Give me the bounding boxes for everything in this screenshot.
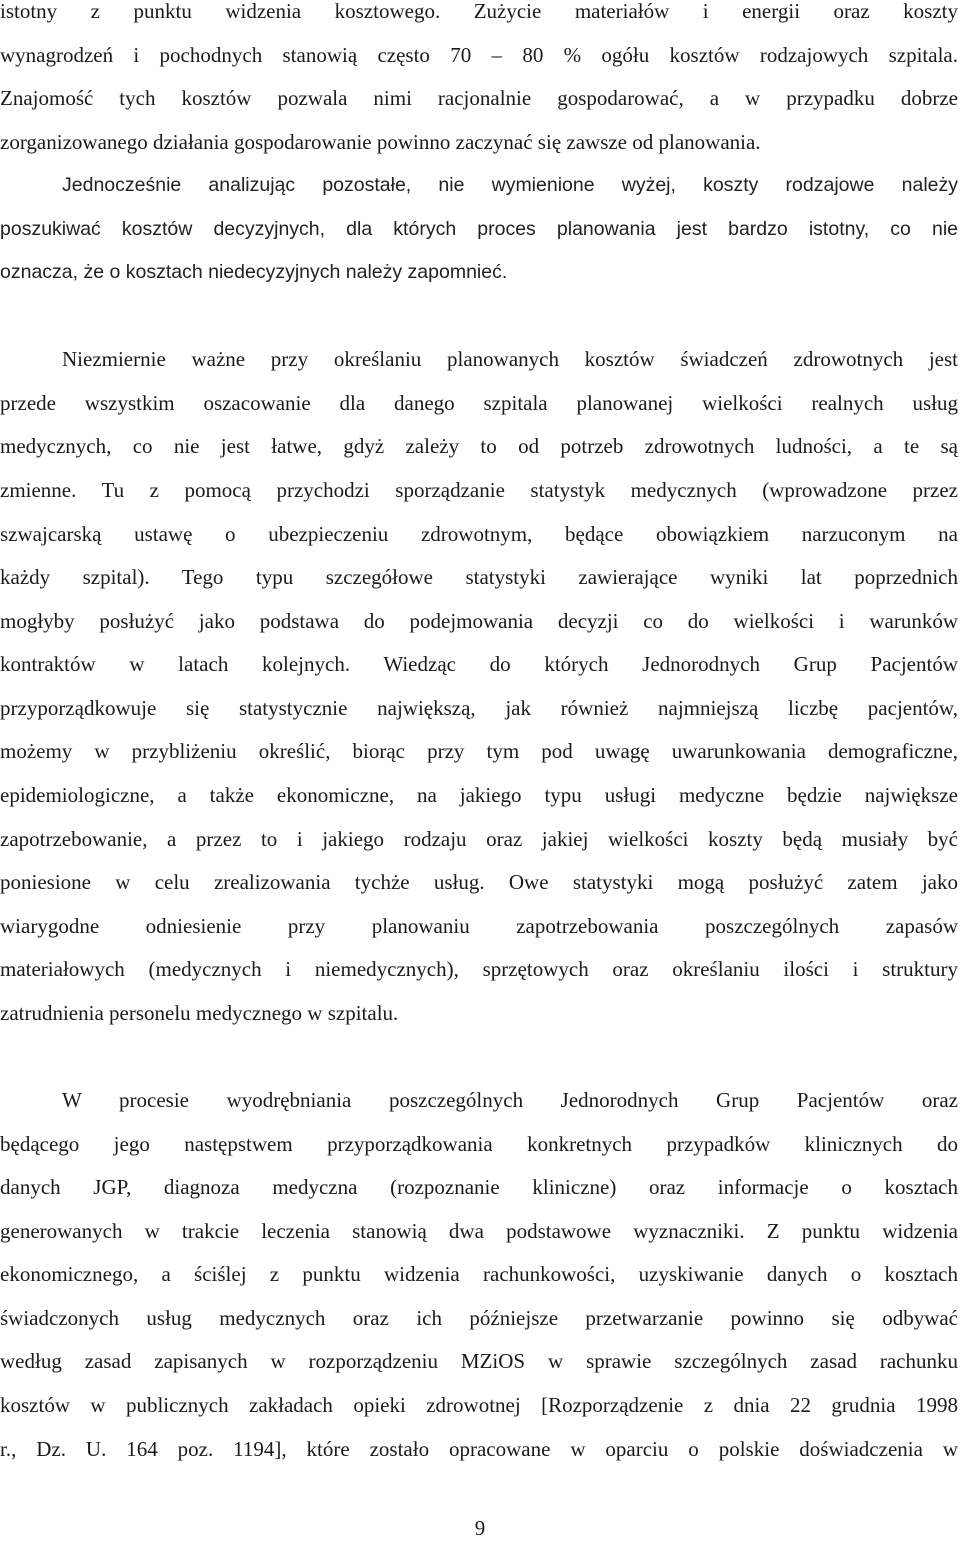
text-line: zatrudnienia personelu medycznego w szpitalu. xyxy=(0,1001,399,1025)
text-line: epidemiologiczne, a także ekonomiczne, na jakiego typu usługi medyczne będzie największe xyxy=(0,783,958,807)
text-line: oznacza, że o kosztach niedecyzyjnych należy zapomnieć. xyxy=(0,261,508,283)
text-line: Znajomość tych kosztów pozwala nimi racjonalnie gospodarować, a w przypadku dobrze xyxy=(0,86,958,110)
text-line: istotny z punktu widzenia kosztowego. Zużycie materiałów i energii oraz koszty xyxy=(0,0,958,23)
text-line: przyporządkowuje się statystycznie największą, jak również najmniejszą liczbę pacjentów, xyxy=(0,696,958,720)
text-line: możemy w przybliżeniu określić, biorąc przy tym pod uwagę uwarunkowania demograficzne, xyxy=(0,739,958,763)
text-line: mogłyby posłużyć jako podstawa do podejmowania decyzji co do wielkości i warunków xyxy=(0,609,958,633)
text-line: medycznych, co nie jest łatwe, gdyż zależy to od potrzeb zdrowotnych ludności, a te są xyxy=(0,434,958,458)
text-line: kosztów w publicznych zakładach opieki zdrowotnej [Rozporządzenie z dnia 22 grudnia 1998 xyxy=(0,1393,958,1417)
text-line: wiarygodne odniesienie przy planowaniu zapotrzebowania poszczególnych zapasów xyxy=(0,914,958,938)
text-line: szwajcarską ustawę o ubezpieczeniu zdrowotnym, będące obowiązkiem narzuconym na xyxy=(0,522,958,546)
text-line: zmienne. Tu z pomocą przychodzi sporządzanie statystyk medycznych (wprowadzone przez xyxy=(0,478,958,502)
text-line: ekonomicznego, a ściślej z punktu widzenia rachunkowości, uzyskiwanie danych o kosztach xyxy=(0,1262,958,1286)
text-line: przede wszystkim oszacowanie dla danego szpitala planowanej wielkości realnych usług xyxy=(0,391,958,415)
text-line: zorganizowanego działania gospodarowanie powinno zaczynać się zawsze od planowania. xyxy=(0,130,761,154)
text-line: będącego jego następstwem przyporządkowania konkretnych przypadków klinicznych do xyxy=(0,1132,958,1156)
text-line: materiałowych (medycznych i niemedycznych), sprzętowych oraz określaniu ilości i struktury xyxy=(0,957,958,981)
page-number: 9 xyxy=(474,1516,486,1540)
text-line: świadczonych usług medycznych oraz ich późniejsze przetwarzanie powinno się odbywać xyxy=(0,1306,958,1330)
text-line: generowanych w trakcie leczenia stanowią dwa podstawowe wyznaczniki. Z punktu widzenia xyxy=(0,1219,958,1243)
text-line: poszukiwać kosztów decyzyjnych, dla których proces planowania jest bardzo istotny, co nie xyxy=(0,218,958,240)
text-line: W procesie wyodrębniania poszczególnych Jednorodnych Grup Pacjentów oraz xyxy=(62,1088,958,1112)
text-line: Jednocześnie analizując pozostałe, nie wymienione wyżej, koszty rodzajowe należy xyxy=(62,174,958,196)
text-line: r., Dz. U. 164 poz. 1194], które zostało opracowane w oparciu o polskie doświadczenia w xyxy=(0,1437,958,1461)
text-line: wynagrodzeń i pochodnych stanowią często 70 – 80 % ogółu kosztów rodzajowych szpitala. xyxy=(0,43,958,67)
text-line: według zasad zapisanych w rozporządzeniu MZiOS w sprawie szczególnych zasad rachunku xyxy=(0,1349,958,1373)
text-line: danych JGP, diagnoza medyczna (rozpoznanie kliniczne) oraz informacje o kosztach xyxy=(0,1175,958,1199)
text-line: każdy szpital). Tego typu szczegółowe statystyki zawierające wyniki lat poprzednich xyxy=(0,565,958,589)
text-line: zapotrzebowanie, a przez to i jakiego rodzaju oraz jakiej wielkości koszty będą musiały być xyxy=(0,827,958,851)
text-line: poniesione w celu zrealizowania tychże usług. Owe statystyki mogą posłużyć zatem jako xyxy=(0,870,958,894)
text-line: kontraktów w latach kolejnych. Wiedząc do których Jednorodnych Grup Pacjentów xyxy=(0,652,958,676)
text-line: Niezmiernie ważne przy określaniu planowanych kosztów świadczeń zdrowotnych jest xyxy=(62,347,958,371)
